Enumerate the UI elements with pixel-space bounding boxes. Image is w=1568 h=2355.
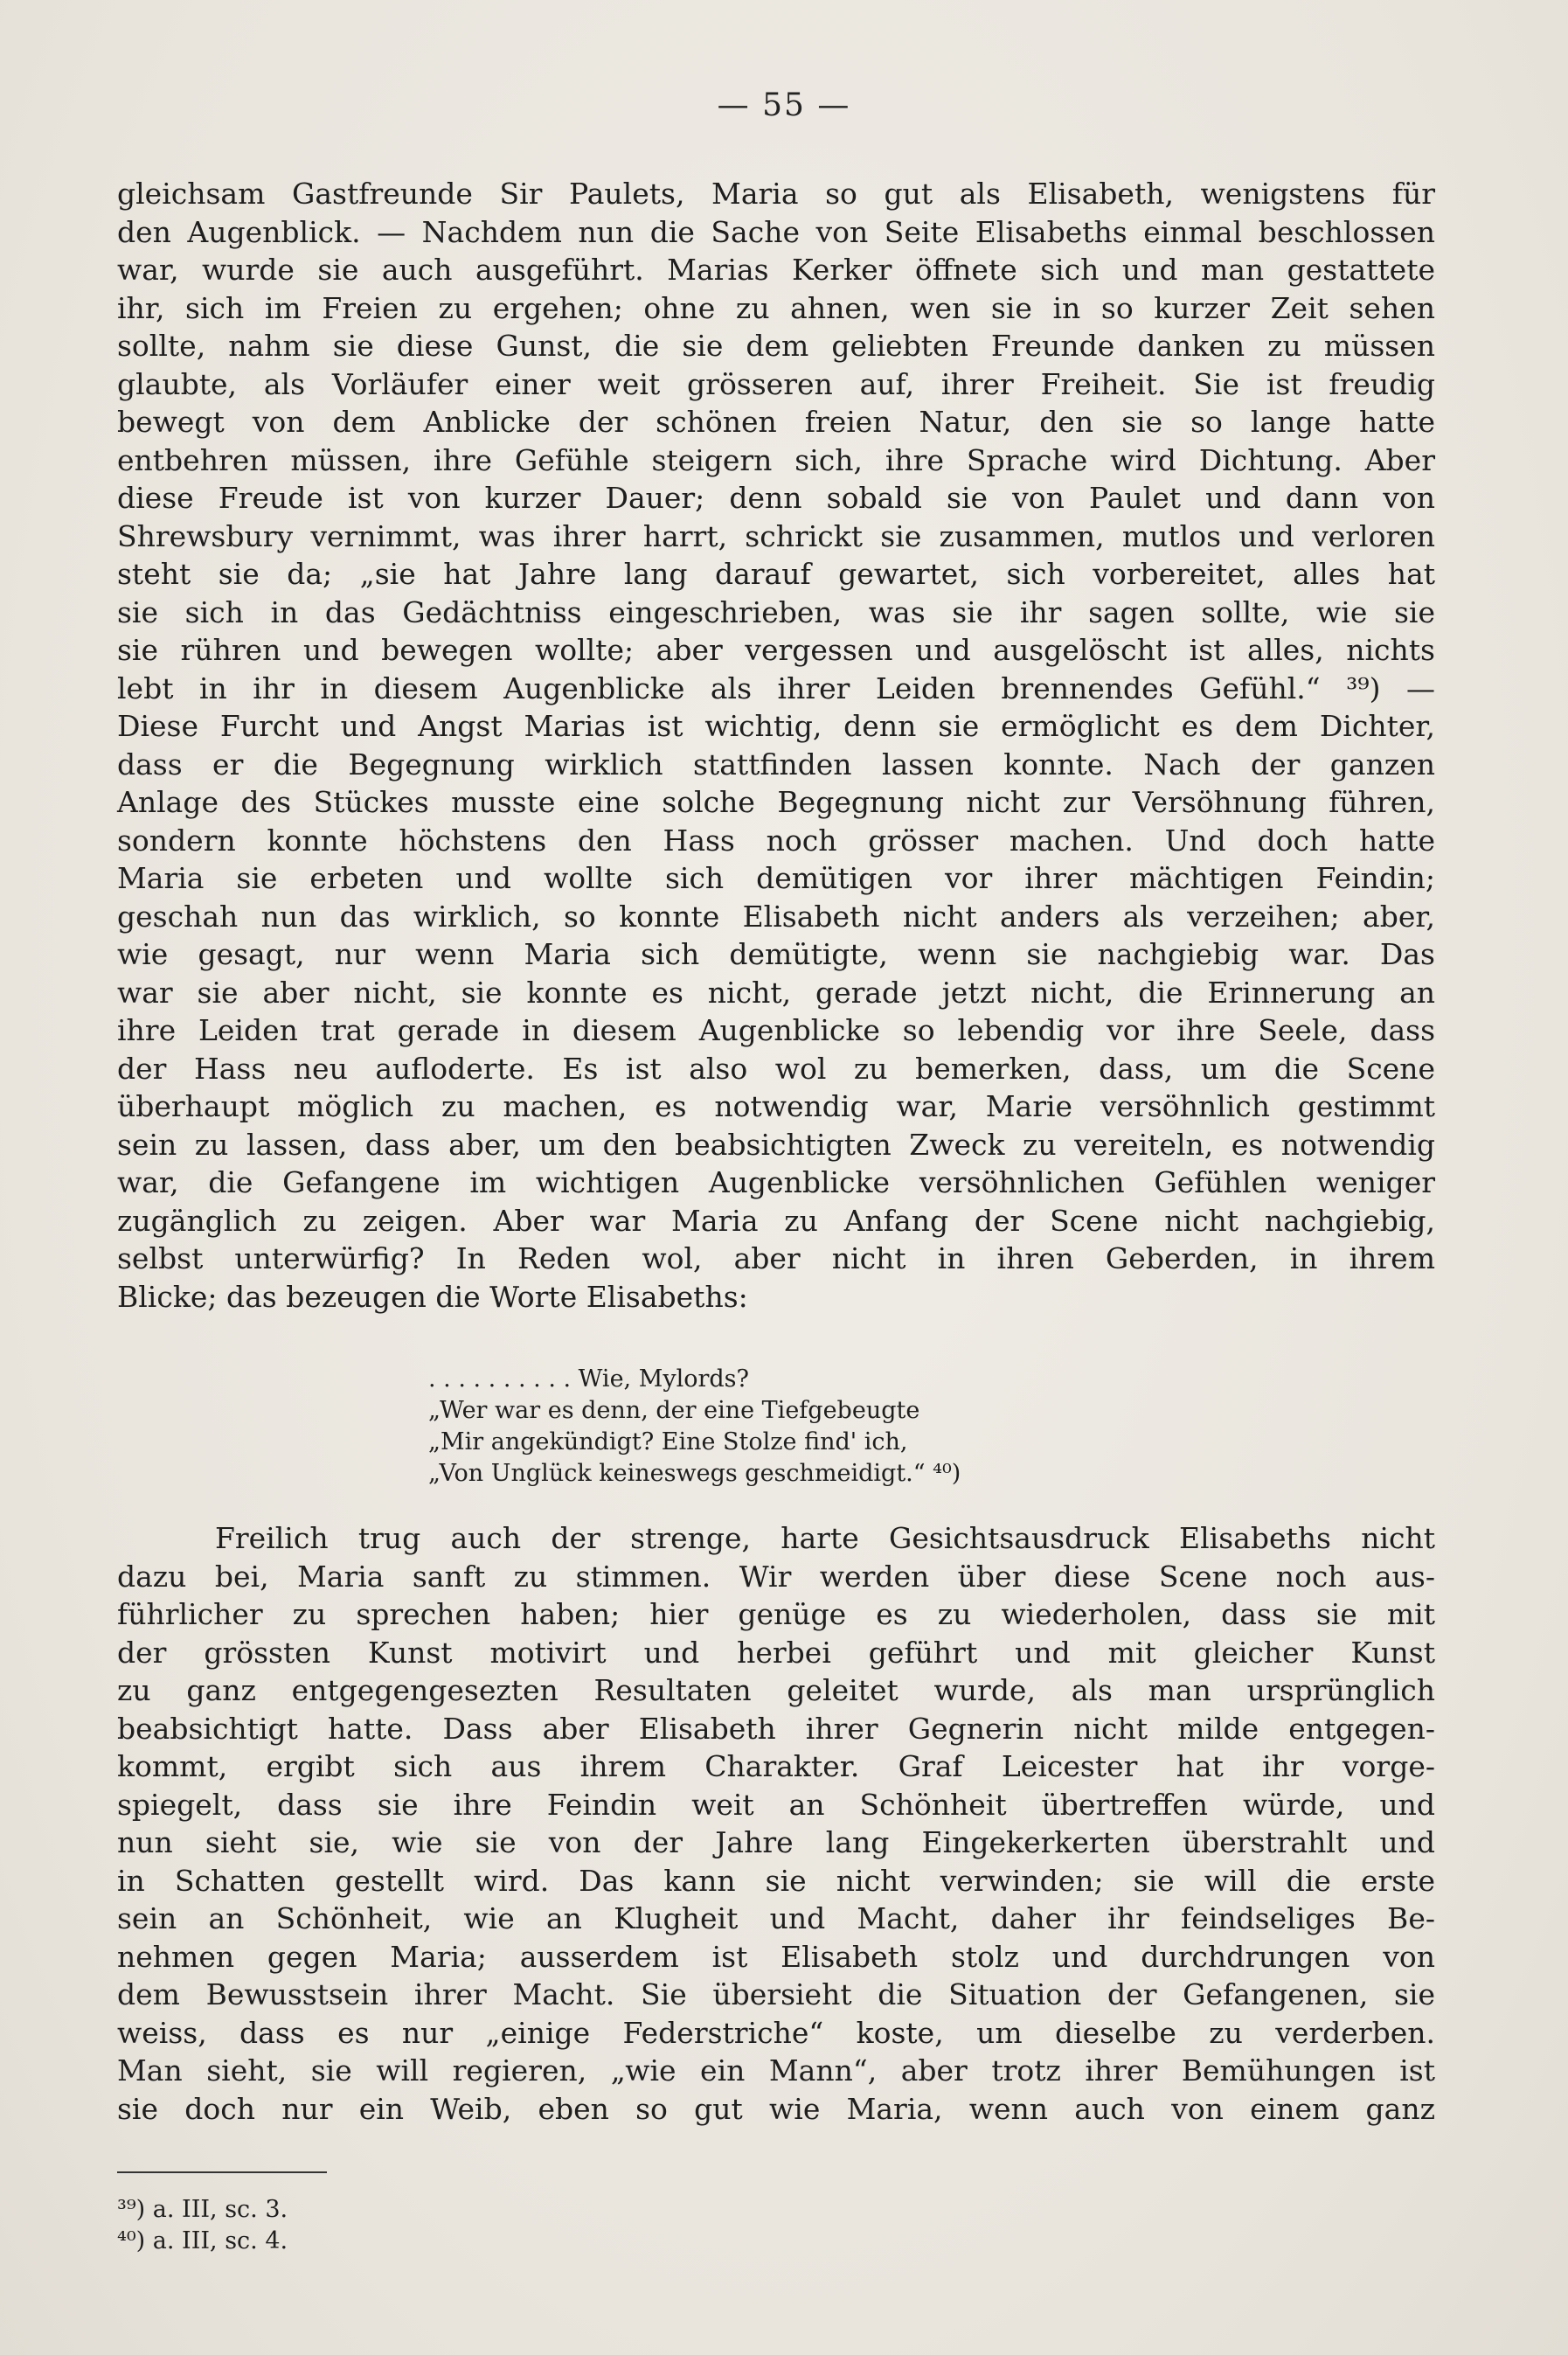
text-line: Anlage des Stückes musste eine solche Begegnung nicht zur Versöhnung führen, [117,785,1435,819]
footnote: ⁴⁰) a. III, sc. 4. [117,2227,288,2254]
text-line: sein zu lassen, dass aber, um den beabsichtigten Zweck zu vereiteln, es notwendig [117,1127,1435,1162]
text-line: war sie aber nicht, sie konnte es nicht, gerade jetzt nicht, die Erinnerung an [117,975,1435,1010]
text-line: Blicke; das bezeugen die Worte Elisabeths: [117,1279,748,1314]
text-line: spiegelt, dass sie ihre Feindin weit an Schönheit übertreffen würde, und [117,1787,1435,1822]
text-line: geschah nun das wirklich, so konnte Elisabeth nicht anders als verzeihen; aber, [117,899,1435,934]
text-line: ihr, sich im Freien zu ergehen; ohne zu ahnen, wen sie in so kurzer Zeit sehen [117,290,1435,325]
paragraph-1 [117,175,1435,1316]
text-line: sie rühren und bewegen wollte; aber vergessen und ausgelöscht ist alles, nichts [117,633,1435,667]
text-line: dazu bei, Maria sanft zu stimmen. Wir werden über diese Scene noch aus- [117,1559,1435,1594]
text-line: selbst unterwürfig? In Reden wol, aber nicht in ihren Geberden, in ihrem [117,1241,1435,1275]
text-line: zugänglich zu zeigen. Aber war Maria zu Anfang der Scene nicht nachgiebig, [117,1203,1435,1238]
text-line: kommt, ergibt sich aus ihrem Charakter. Graf Leicester hat ihr vorge- [117,1749,1435,1783]
text-line: sondern konnte höchstens den Hass noch grösser machen. Und doch hatte [117,823,1435,858]
text-line: zu ganz entgegengesezten Resultaten geleitet wurde, als man ursprünglich [117,1673,1435,1707]
text-line: diese Freude ist von kurzer Dauer; denn sobald sie von Paulet und dann von [117,481,1435,515]
text-line: in Schatten gestellt wird. Das kann sie nicht verwinden; sie will die erste [117,1863,1435,1898]
text-line: Man sieht, sie will regieren, „wie ein Mann“, aber trotz ihrer Bemühungen ist [117,2053,1435,2088]
text-line: war, die Gefangene im wichtigen Augenblicke versöhnlichen Gefühlen weniger [117,1165,1435,1199]
text-line: entbehren müssen, ihre Gefühle steigern sich, ihre Sprache wird Dichtung. Aber [117,442,1435,477]
footnotes [117,2194,288,2257]
text-line: glaubte, als Vorläufer einer weit grösseren auf, ihrer Freiheit. Sie ist freudig [117,366,1435,401]
verse-line: . . . . . . . . . . Wie, Mylords? [428,1365,750,1393]
text-line: beabsichtigt hatte. Dass aber Elisabeth ihrer Gegnerin nicht milde entgegen- [117,1711,1435,1746]
text-line: den Augenblick. — Nachdem nun die Sache von Seite Elisabeths einmal beschlossen [117,214,1435,249]
footnote: ³⁹) a. III, sc. 3. [117,2196,288,2223]
text-line: sollte, nahm sie diese Gunst, die sie dem geliebten Freunde danken zu müssen [117,329,1435,363]
text-line: Maria sie erbeten und wollte sich demütigen vor ihrer mächtigen Feindin; [117,861,1435,895]
text-line: der grössten Kunst motivirt und herbei geführt und mit gleicher Kunst [117,1635,1435,1670]
text-line: dem Bewusstsein ihrer Macht. Sie übersieht die Situation der Gefangenen, sie [117,1977,1435,2011]
verse-line: „Von Unglück keineswegs geschmeidigt.“ ⁴⁰) [428,1460,961,1487]
text-line: sie sich in das Gedächtniss eingeschrieben, was sie ihr sagen sollte, wie sie [117,594,1435,629]
text-line: Freilich trug auch der strenge, harte Gesichtsausdruck Elisabeths nicht [215,1521,1435,1555]
verse-line: „Wer war es denn, der eine Tiefgebeugte [428,1397,920,1424]
text-line: führlicher zu sprechen haben; hier genüge es zu wiederholen, dass sie mit [117,1597,1435,1631]
text-line: der Hass neu aufloderte. Es ist also wol zu bemerken, dass, um die Scene [117,1051,1435,1086]
text-line: sein an Schönheit, wie an Klugheit und Macht, daher ihr feindseliges Be- [117,1901,1435,1935]
text-line: steht sie da; „sie hat Jahre lang darauf gewartet, sich vorbereitet, alles hat [117,557,1435,591]
text-line: sie doch nur ein Weib, eben so gut wie Maria, wenn auch von einem ganz [117,2091,1435,2126]
page-number: — 55 — [717,87,851,123]
text-line: bewegt von dem Anblicke der schönen freien Natur, den sie so lange hatte [117,405,1435,439]
text-line: gleichsam Gastfreunde Sir Paulets, Maria so gut als Elisabeth, wenigstens für [117,177,1435,211]
verse-line: „Mir angekündigt? Eine Stolze find' ich, [428,1428,908,1455]
text-line: Diese Furcht und Angst Marias ist wichtig, denn sie ermöglicht es dem Dichter, [117,709,1435,743]
footnote-divider [117,2171,327,2173]
text-line: nun sieht sie, wie sie von der Jahre lang Eingekerkerten überstrahlt und [117,1825,1435,1859]
text-line: ihre Leiden trat gerade in diesem Augenblicke so lebendig vor ihre Seele, dass [117,1013,1435,1047]
text-line: dass er die Begegnung wirklich stattfinden lassen konnte. Nach der ganzen [117,747,1435,782]
text-line: Shrewsbury vernimmt, was ihrer harrt, schrickt sie zusammen, mutlos und verloren [117,518,1435,553]
text-line: lebt in ihr in diesem Augenblicke als ihrer Leiden brennendes Gefühl.“ ³⁹) — [117,670,1435,705]
text-line: war, wurde sie auch ausgeführt. Marias Kerker öffnete sich und man gestattete [117,253,1435,287]
text-line: wie gesagt, nur wenn Maria sich demütigte, wenn sie nachgiebig war. Das [117,937,1435,971]
text-line: nehmen gegen Maria; ausserdem ist Elisabeth stolz und durchdrungen von [117,1939,1435,1974]
text-line: weiss, dass es nur „einige Federstriche“ koste, um dieselbe zu verderben. [117,2015,1435,2050]
paragraph-2 [117,1519,1435,2128]
verse-quote [428,1364,961,1490]
text-line: überhaupt möglich zu machen, es notwendig war, Marie versöhnlich gestimmt [117,1089,1435,1123]
